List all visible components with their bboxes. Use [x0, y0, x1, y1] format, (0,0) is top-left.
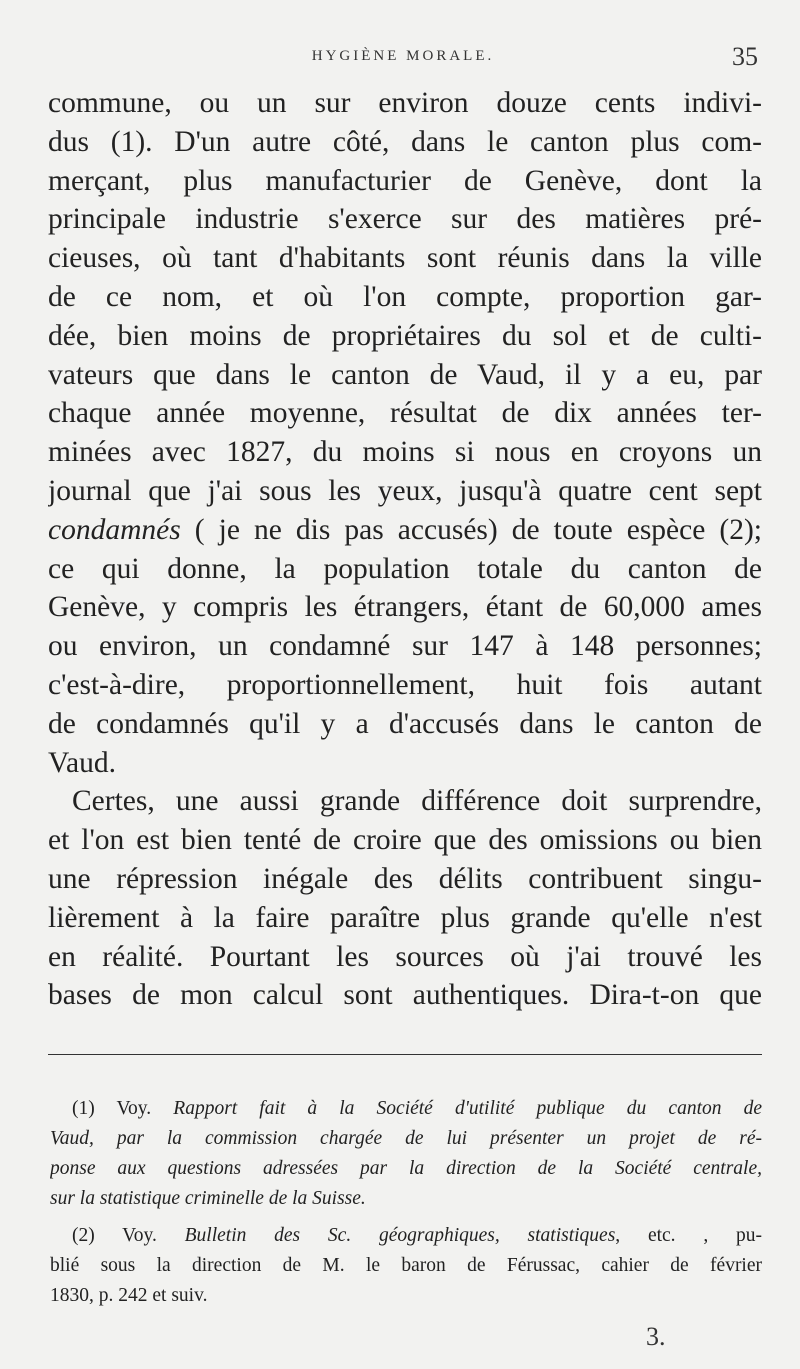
- running-head: [48, 42, 758, 74]
- text-line: et l'on est bien tenté de croire que des omissions ou bien: [48, 824, 762, 857]
- text-line: de condamnés qu'il y a d'accusés dans le canton de: [48, 707, 762, 740]
- footnote-line: 1830, p. 242 et suiv.: [50, 1285, 208, 1306]
- text-line: une répression inégale des délits contribuent singu-: [48, 862, 762, 895]
- text-line: en réalité. Pourtant les sources où j'ai trouvé les: [48, 940, 762, 973]
- footnote-line: blié sous la direction de M. le baron de Férussac, cahier de février: [50, 1255, 762, 1276]
- footnote-title: Rapport fait à la Société d'utilité publique du canton de: [173, 1098, 762, 1119]
- paragraph-end-line: Vaud.: [48, 746, 117, 779]
- footnote-marker: (2) Voy.: [72, 1225, 185, 1246]
- text-line: cieuses, où tant d'habitants sont réunis dans la ville: [48, 242, 762, 275]
- footnote-divider: [48, 1054, 762, 1055]
- footnote-title: Bulletin des Sc. géographiques, statistiques: [184, 1225, 616, 1246]
- running-title: HYGIÈNE MORALE.: [311, 48, 495, 64]
- text-line: ce qui donne, la population totale du canton de: [48, 552, 762, 585]
- signature-mark: 3.: [646, 1322, 666, 1351]
- footnote-marker: (1) Voy.: [72, 1098, 174, 1119]
- text-line: Genève, y compris les étrangers, étant de 60,000 ames: [48, 591, 762, 624]
- text-line: ou environ, un condamné sur 147 à 148 personnes;: [48, 630, 762, 663]
- footnote-line: [50, 1094, 762, 1124]
- text-line: journal que j'ai sous les yeux, jusqu'à quatre cent sept: [48, 474, 762, 507]
- page-number: 35: [732, 42, 758, 71]
- footnote-line: [50, 1221, 762, 1251]
- footnote-line: ponse aux questions adressées par la direction de la Société centrale,: [50, 1158, 762, 1179]
- body-text: [48, 84, 762, 1015]
- text-line: dée, bien moins de propriétaires du sol et de culti-: [48, 319, 762, 352]
- text-line: minées avec 1827, du moins si nous en croyons un: [48, 436, 762, 469]
- text-line: dus (1). D'un autre côté, dans le canton plus com-: [48, 125, 762, 158]
- text-line: vateurs que dans le canton de Vaud, il y a eu, par: [48, 358, 762, 391]
- text-line: merçant, plus manufacturier de Genève, dont la: [48, 164, 762, 197]
- text-line: chaque année moyenne, résultat de dix années ter-: [48, 397, 762, 430]
- text-line: principale industrie s'exerce sur des matières pré-: [48, 203, 762, 236]
- italic-word: condamnés: [48, 513, 181, 546]
- text-line: commune, ou un sur environ douze cents indivi-: [48, 87, 762, 119]
- footnotes: [50, 1094, 762, 1311]
- footnote-line: sur la statistique criminelle de la Suisse.: [50, 1188, 366, 1209]
- footnote-line: Vaud, par la commission chargée de lui présenter un projet de ré-: [50, 1128, 762, 1149]
- text-line: lièrement à la faire paraître plus grande qu'elle n'est: [48, 901, 762, 934]
- text-line: c'est-à-dire, proportionnellement, huit fois autant: [48, 668, 762, 701]
- text-line: Certes, une aussi grande différence doit surprendre,: [72, 785, 762, 818]
- text-line: [48, 511, 762, 550]
- footnote-rest: , etc. , pu-: [615, 1225, 762, 1246]
- text-line: bases de mon calcul sont authentiques. Dira-t-on que: [48, 979, 762, 1012]
- text-line: de ce nom, et où l'on compte, proportion gar-: [48, 280, 762, 313]
- line-rest: ( je ne dis pas accusés) de toute espèce (2);: [180, 513, 762, 546]
